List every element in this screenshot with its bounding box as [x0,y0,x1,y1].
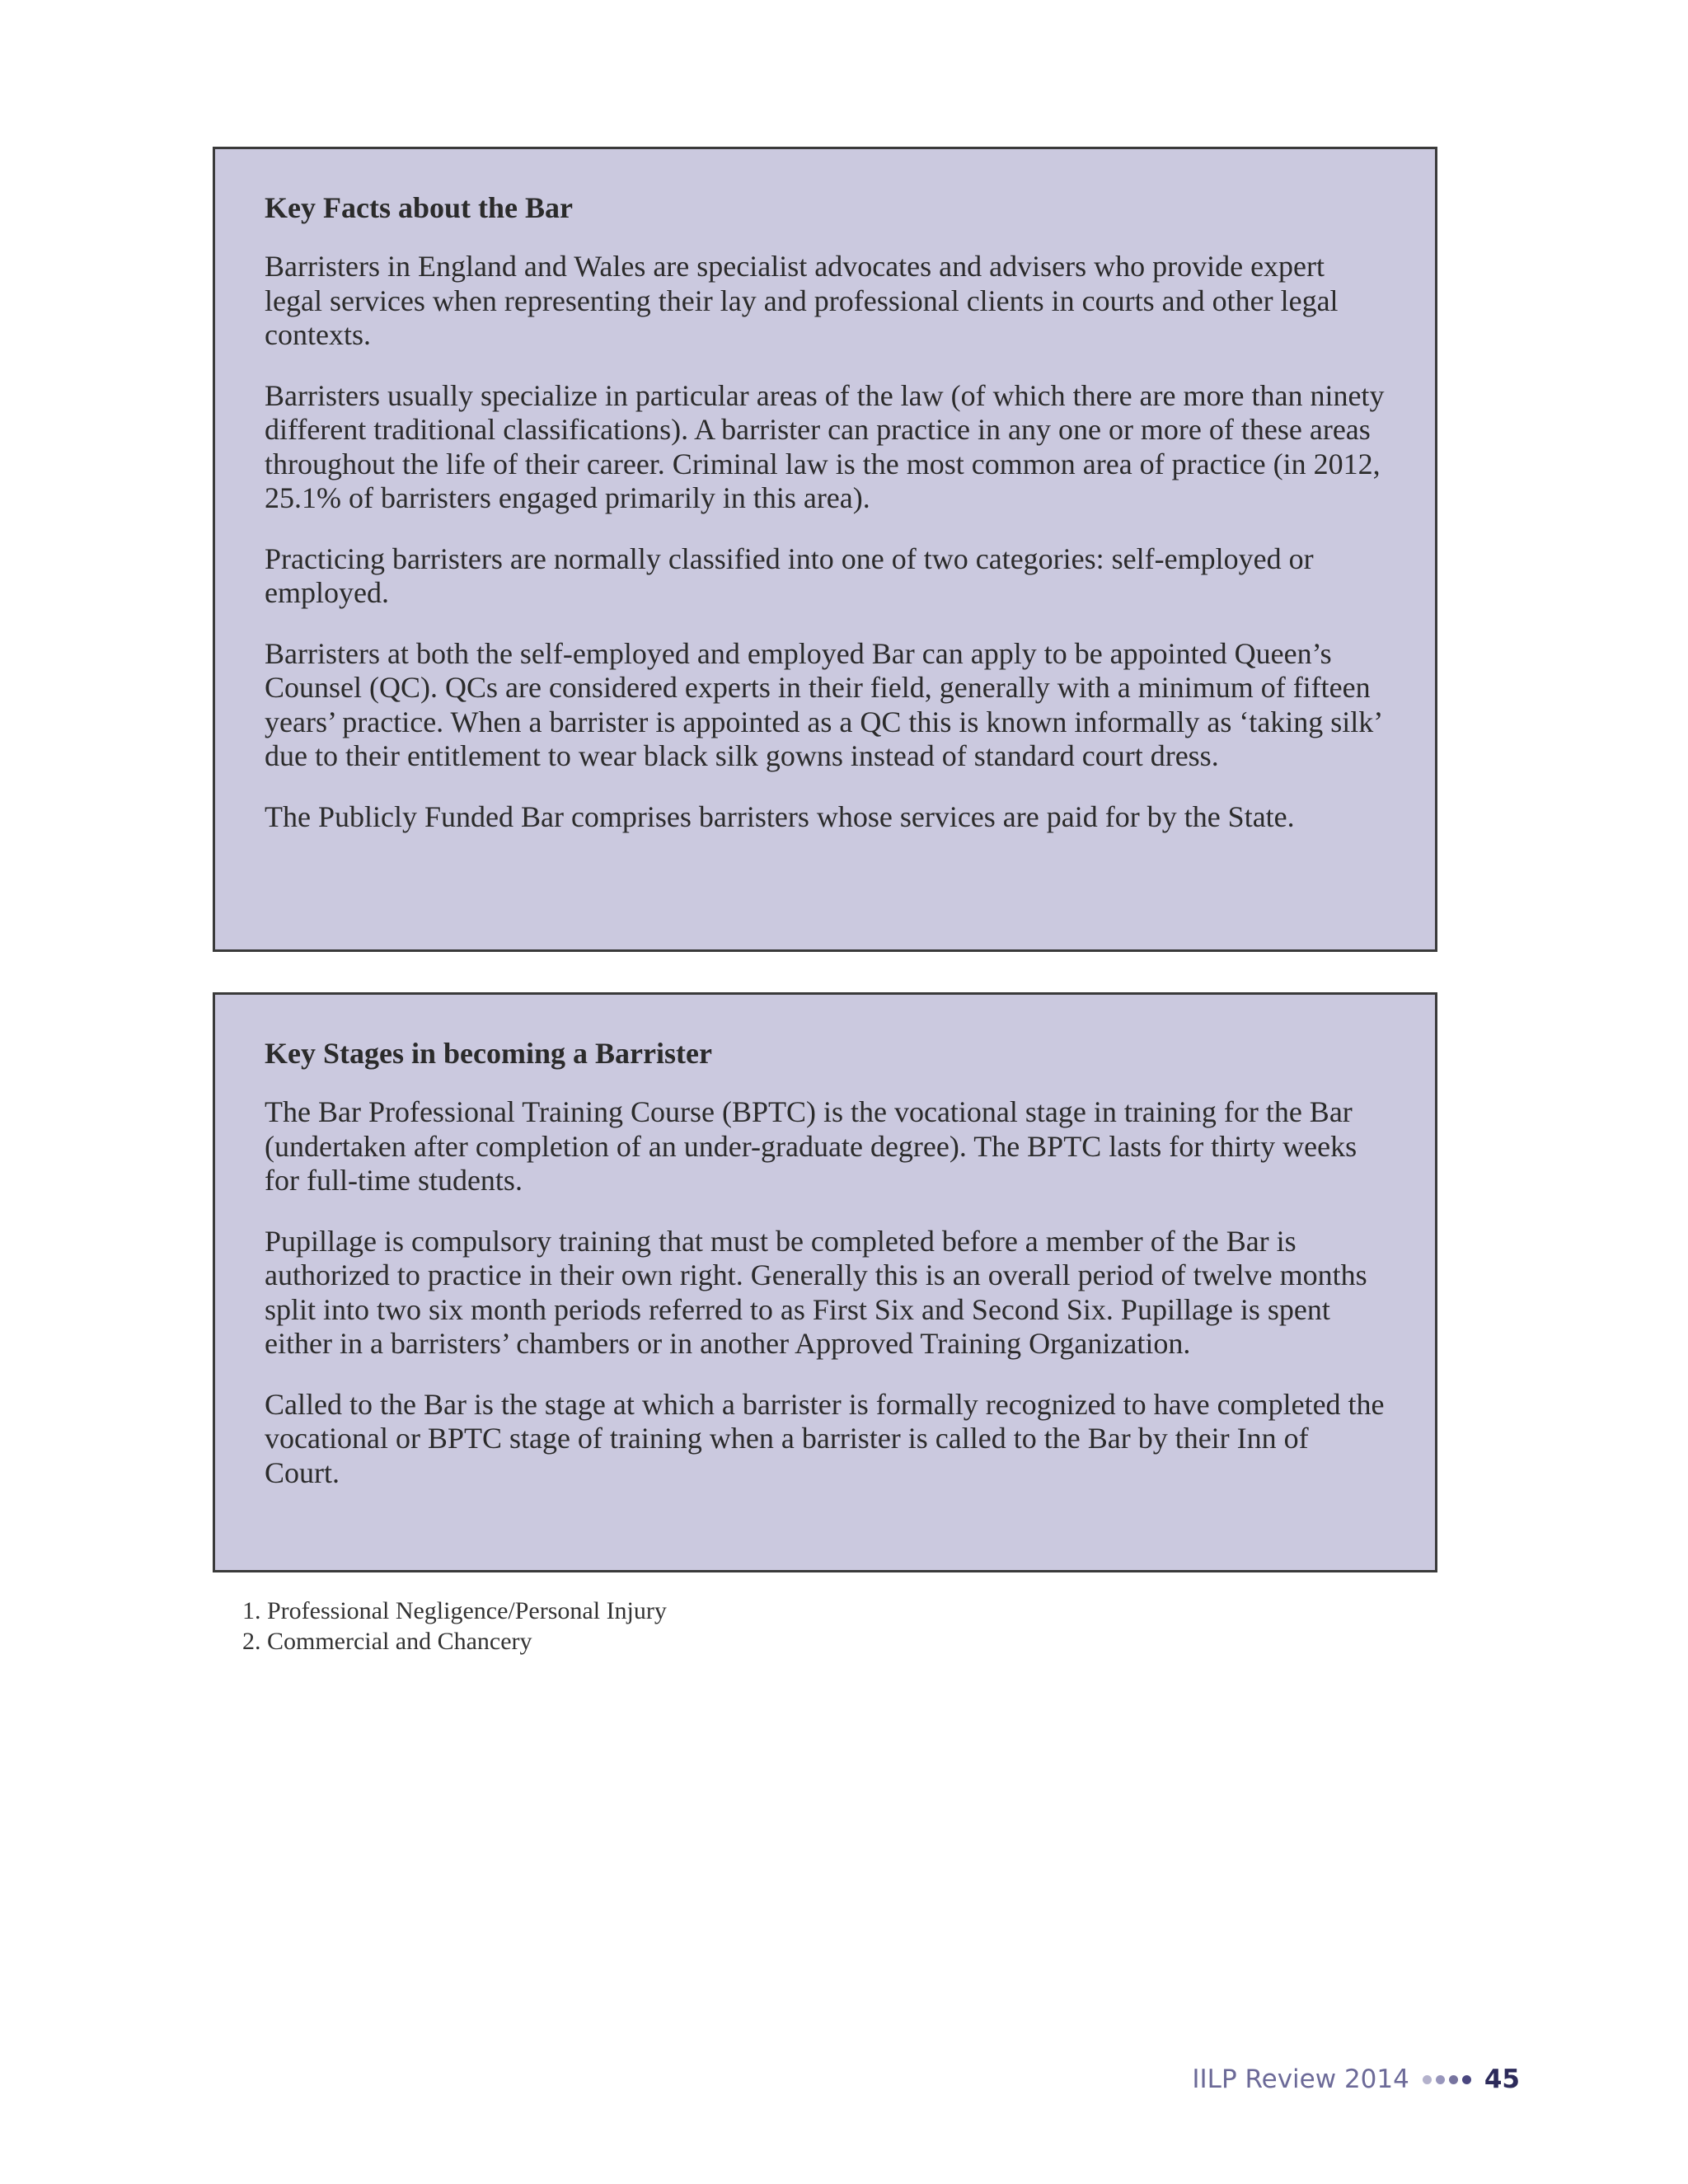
key-facts-paragraph: Barristers at both the self-employed and employed Bar can apply to be appointed Queen’s Counsel (QC). QCs are considered experts in their field, generally with a minimum of fifteen years’ practice. When a barrister is appointed as a QC this is known informally as ‘taking silk’ due to their entitlement to wear black silk gowns instead of standard court dress. [265,636,1381,772]
key-stages-paragraph: Called to the Bar is the stage at which a barrister is formally recognized to have completed the vocational or BPTC stage of training when a barrister is called to the Bar by their Inn of Court. [265,1387,1385,1489]
key-facts-paragraph: The Publicly Funded Bar comprises barristers whose services are paid for by the State. [265,799,1295,833]
dot-icon [1436,2075,1445,2084]
dot-icon [1462,2075,1471,2084]
key-facts-paragraph: Barristers in England and Wales are specialist advocates and advisers who provide expert legal services when representing their lay and professional clients in courts and other legal contexts. [265,250,1339,351]
footer-dots-icon [1423,2075,1471,2084]
dot-icon [1449,2075,1458,2084]
key-stages-box [213,992,1437,1572]
publication-title: IILP Review 2014 [1192,2064,1409,2094]
footnote: 2. Commercial and Chancery [242,1628,532,1655]
key-facts-paragraph: Practicing barristers are normally classified into one of two categories: self-employed or employed. [265,541,1314,609]
dot-icon [1423,2075,1432,2084]
key-facts-paragraph: Barristers usually specialize in particular areas of the law (of which there are more than ninety different traditional classifications). A barrister can practice in any one or more of these areas throughout the life of their career. Criminal law is the most common area of practice (in 2012, 25.1% of barristers engaged primarily in this area). [265,378,1385,514]
key-stages-heading: Key Stages in becoming a Barrister [265,1037,712,1070]
footnote: 1. Professional Negligence/Personal Injury [242,1597,667,1624]
key-facts-box [213,147,1437,952]
key-stages-paragraph: Pupillage is compulsory training that must be completed before a member of the Bar is authorized to practice in their own right. Generally this is an overall period of twelve months split into two six month periods referred to as First Six and Second Six. Pupillage is spent either in a barristers’ chambers or in another Approved Training Organization. [265,1224,1367,1360]
key-facts-heading: Key Facts about the Bar [265,191,573,224]
footnotes [242,1596,667,1657]
page-footer [1192,2063,1520,2096]
page-number: 45 [1484,2064,1520,2094]
key-stages-paragraph: The Bar Professional Training Course (BPTC) is the vocational stage in training for the Bar (undertaken after completion of an under-graduate degree). The BPTC lasts for thirty weeks for full-time students. [265,1095,1357,1197]
